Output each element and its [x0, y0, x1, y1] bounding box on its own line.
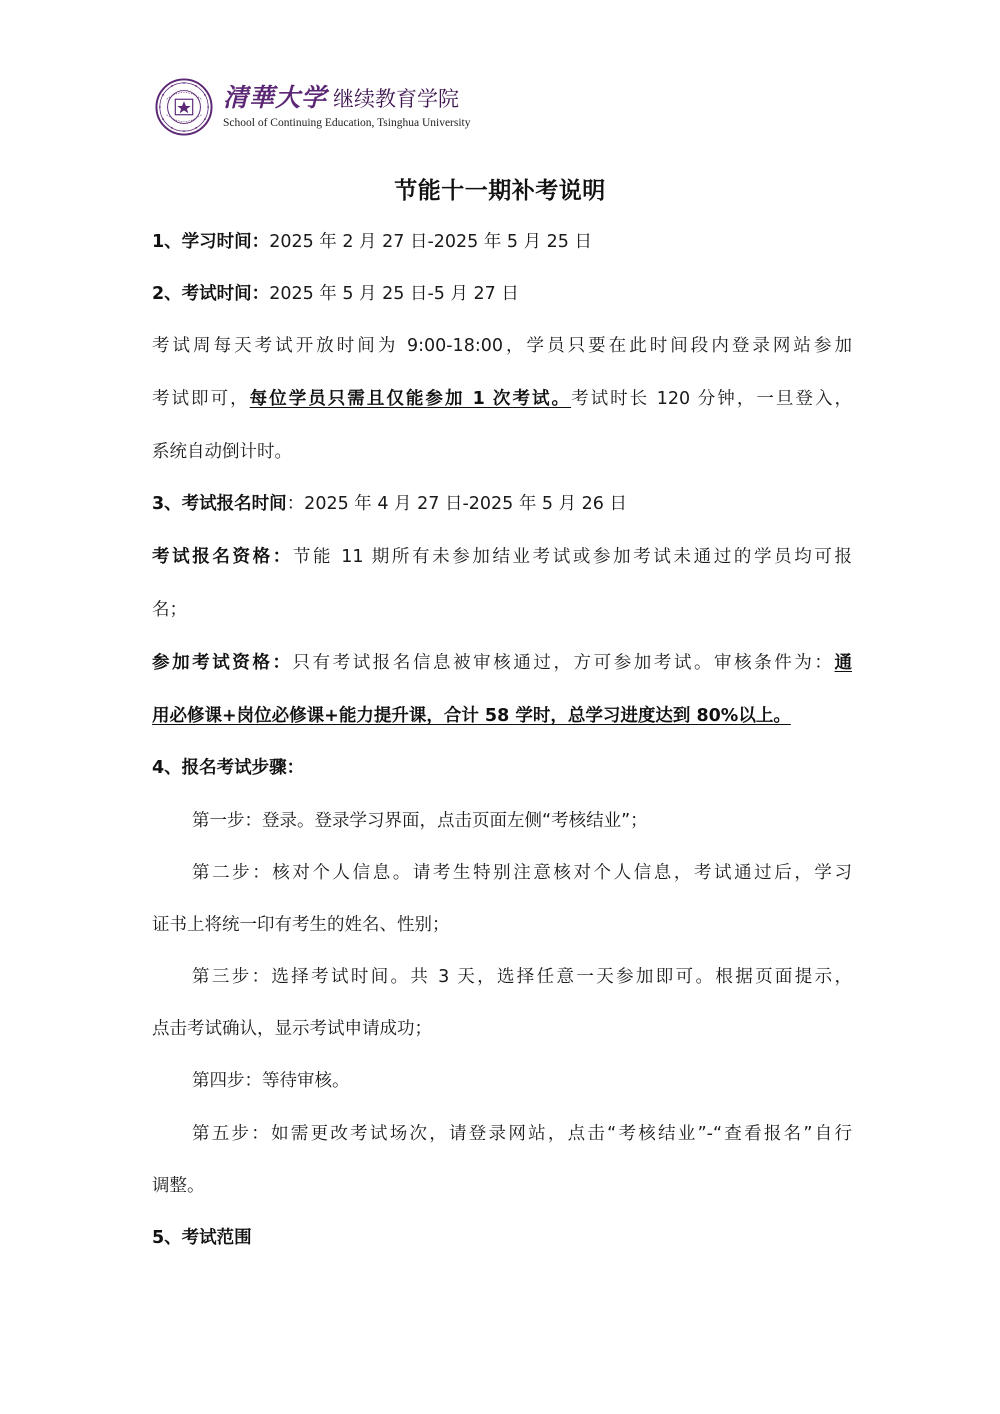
logo-calligraphy: 清華大学: [223, 83, 328, 112]
section-2-para-line-2: [152, 386, 852, 412]
participation-emphasis-start: 通: [834, 653, 852, 673]
section-2-label: 2、考试时间：: [152, 284, 270, 304]
header: [155, 78, 471, 136]
section-2-exam-time: [152, 281, 852, 307]
logo-school-name: 继续教育学院: [333, 87, 460, 111]
step-4: 第四步：等待审核。: [192, 1071, 350, 1091]
page-title: 节能十一期补考说明: [394, 178, 606, 204]
step-1: 第一步：登录。登录学习界面，点击页面左侧“考核结业”；: [192, 811, 648, 831]
step-3-line-2: 点击考试确认，显示考试申请成功；: [152, 1019, 432, 1039]
section-2-text: 2025 年 5 月 25 日-5 月 27 日: [269, 284, 519, 304]
section-2-para-text-a: 考试即可，: [152, 389, 250, 409]
section-3-text: ：2025 年 4 月 27 日-2025 年 5 月 26 日: [286, 494, 628, 514]
section-1-text: 2025 年 2 月 27 日-2025 年 5 月 25 日: [269, 232, 593, 252]
participation-text: 只有考试报名信息被审核通过，方可参加考试。审核条件为：: [292, 653, 835, 673]
section-2-para-line-1: 考试周每天考试开放时间为 9:00-18:00，学员只要在此时间段内登录网站参加: [152, 336, 852, 356]
participation-emphasis: 用必修课+岗位必修课+能力提升课，合计 58 学时，总学习进度达到 80%以上。: [152, 706, 791, 726]
logo-english-name: School of Continuing Education, Tsinghua University: [223, 117, 471, 129]
section-3-registration-time: [152, 491, 852, 517]
section-1-label: 1、学习时间：: [152, 232, 270, 252]
section-5-exam-scope: [152, 1225, 852, 1251]
section-1-study-time: [152, 229, 852, 255]
section-4-heading: 4、报名考试步骤：: [152, 758, 305, 778]
eligibility-line-1: [152, 544, 852, 570]
eligibility-label: 考试报名资格：: [152, 547, 293, 567]
participation-line-1: [152, 650, 852, 676]
step-5-line-1: 第五步：如需更改考试场次，请登录网站，点击“考核结业”-“查看报名”自行: [192, 1124, 852, 1144]
step-5-line-2: 调整。: [152, 1176, 205, 1196]
tsinghua-seal-icon: [155, 78, 213, 136]
step-2-line-1: 第二步：核对个人信息。请考生特别注意核对个人信息，考试通过后，学习: [192, 863, 852, 883]
step-3-line-1: 第三步：选择考试时间。共 3 天，选择任意一天参加即可。根据页面提示，: [192, 967, 852, 987]
section-2-para-line-3: 系统自动倒计时。: [152, 442, 292, 462]
section-2-para-emphasis: 每位学员只需且仅能参加 1 次考试。: [249, 389, 572, 409]
brand: [223, 85, 471, 129]
section-3-label: 3、考试报名时间: [152, 494, 287, 514]
section-5-label: 5、考试范围: [152, 1228, 252, 1248]
brand-chinese: [223, 85, 471, 110]
participation-line-2: [152, 703, 852, 729]
section-2-para-text-b: 考试时长 120 分钟，一旦登入，: [571, 389, 852, 409]
section-4-label: [152, 755, 852, 781]
step-2-line-2: 证书上将统一印有考生的姓名、性别；: [152, 915, 450, 935]
participation-label: 参加考试资格：: [152, 653, 293, 673]
eligibility-line-2: 名；: [152, 600, 187, 620]
eligibility-text: 节能 11 期所有未参加结业考试或参加考试未通过的学员均可报: [292, 547, 852, 567]
